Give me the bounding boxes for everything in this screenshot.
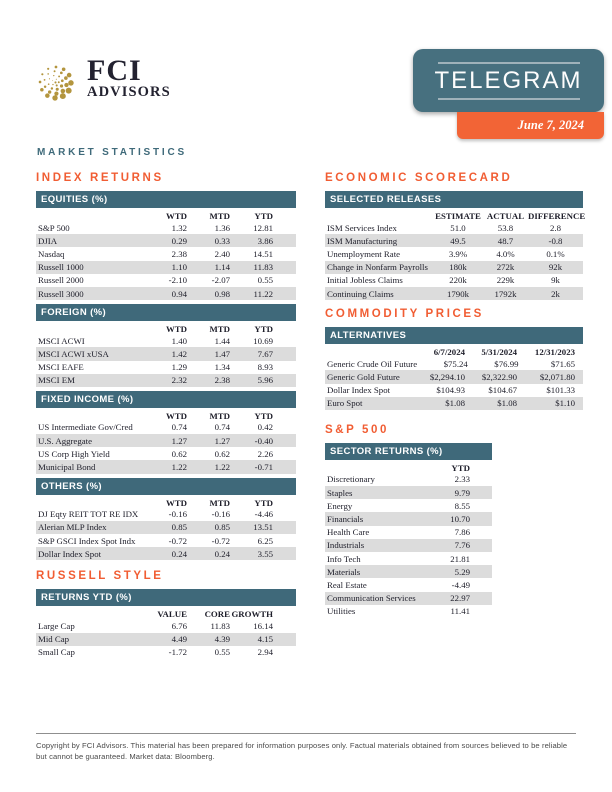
cell-value: 21.81 xyxy=(450,553,470,564)
row-label: Generic Gold Future xyxy=(327,371,400,382)
table-row xyxy=(325,552,492,565)
cell-value: 4.15 xyxy=(257,634,273,645)
cell-value: 2.32 xyxy=(171,375,187,386)
cell-value: -4.46 xyxy=(254,509,273,520)
cell-value: 1.47 xyxy=(214,348,230,359)
cell-value: 7.67 xyxy=(257,348,273,359)
row-label: MSCI EM xyxy=(38,375,75,386)
table-row xyxy=(325,578,492,591)
logo-text-advisors: ADVISORS xyxy=(87,84,171,100)
cell-value: 7.86 xyxy=(454,527,470,538)
table-row xyxy=(36,221,296,234)
cell-value: 3.55 xyxy=(257,548,273,559)
row-label: Generic Crude Oil Future xyxy=(327,358,418,369)
section-heading-index-returns: INDEX RETURNS xyxy=(36,172,164,184)
cell-value: 22.97 xyxy=(450,593,470,604)
cell-value: 1.29 xyxy=(171,362,187,373)
cell-value: 2.38 xyxy=(171,248,187,259)
disclaimer-text: Copyright by FCI Advisors. This material has been prepared for information purposes only. Factual materials obtained from sources believed to be reliable but cannot be guaranteed. Market data: Bloomberg. xyxy=(36,741,568,762)
cell-value: -0.16 xyxy=(168,509,187,520)
row-label: Communication Services xyxy=(327,593,416,604)
table-foreign xyxy=(36,304,296,387)
cell-value: 0.55 xyxy=(257,275,273,286)
column-header: VALUE xyxy=(157,609,187,620)
table-row xyxy=(36,374,296,387)
cell-value: 8.55 xyxy=(454,500,470,511)
cell-value: 0.98 xyxy=(214,288,230,299)
cell-value: 1.44 xyxy=(214,335,230,346)
cell-value: 1790k xyxy=(447,288,469,299)
cell-value: 8.93 xyxy=(257,362,273,373)
cell-value: 1.10 xyxy=(171,262,187,273)
table-body xyxy=(36,606,296,659)
telegram-badge xyxy=(413,49,604,112)
left-column xyxy=(36,172,296,663)
cell-value: 0.1% xyxy=(546,248,565,259)
cell-value: 1.40 xyxy=(171,335,187,346)
cell-value: $2,294.10 xyxy=(429,371,465,382)
row-label: Dollar Index Spot xyxy=(327,385,391,396)
cell-value: $104.93 xyxy=(436,385,465,396)
cell-value: 6.76 xyxy=(171,620,187,631)
table-body xyxy=(325,344,583,410)
row-label: Staples xyxy=(327,487,353,498)
cell-value: $1.08 xyxy=(497,398,517,409)
cell-value: 49.5 xyxy=(450,235,466,246)
cell-value: 2.40 xyxy=(214,248,230,259)
cell-value: -0.40 xyxy=(254,435,273,446)
cell-value: 1792k xyxy=(494,288,517,299)
table-row xyxy=(36,521,296,534)
row-label: MSCI ACWI xUSA xyxy=(38,348,109,359)
cell-value: 0.74 xyxy=(214,422,230,433)
cell-value: $71.65 xyxy=(550,358,576,369)
cell-value: 0.74 xyxy=(171,422,187,433)
column-headers xyxy=(325,344,583,357)
cell-value: 1.34 xyxy=(214,362,230,373)
row-label: US Corp High Yield xyxy=(38,448,110,459)
column-header: WTD xyxy=(165,211,187,221)
table-row xyxy=(325,526,492,539)
row-label: Alerian MLP Index xyxy=(38,522,107,533)
cell-value: 0.62 xyxy=(214,448,230,459)
fci-advisors-logo xyxy=(33,54,171,104)
row-label: Mid Cap xyxy=(38,634,70,645)
column-header: YTD xyxy=(254,410,273,421)
cell-value: 5.96 xyxy=(257,375,273,386)
table-sector-returns xyxy=(325,443,492,618)
row-label: US Intermediate Gov/Cred xyxy=(38,422,133,433)
row-label: U.S. Aggregate xyxy=(38,435,92,446)
row-label: Continuing Claims xyxy=(327,288,394,299)
cell-value: $75.24 xyxy=(443,358,468,369)
table-row xyxy=(36,534,296,547)
row-label: S&P 500 xyxy=(38,222,70,233)
cell-value: 10.70 xyxy=(450,514,470,525)
table-row xyxy=(36,447,296,460)
row-label: Russell 2000 xyxy=(38,275,84,286)
table-row xyxy=(36,460,296,473)
table-selected-releases xyxy=(325,191,586,300)
issue-date: June 7, 2024 xyxy=(517,118,584,132)
column-headers xyxy=(325,460,492,473)
cell-value: $1.10 xyxy=(555,398,575,409)
table-title-bar: FIXED INCOME (%) xyxy=(36,391,296,408)
cell-value: 0.33 xyxy=(214,235,230,246)
table-row xyxy=(36,261,296,274)
column-header: GROWTH xyxy=(231,609,273,620)
cell-value: 1.14 xyxy=(214,262,230,273)
cell-value: 11.83 xyxy=(210,620,230,631)
row-label: Nasdaq xyxy=(38,248,65,259)
column-header: DIFFERENCE xyxy=(528,211,586,221)
table-row xyxy=(36,361,296,374)
table-row xyxy=(325,221,583,234)
column-headers xyxy=(36,321,296,334)
cell-value: $1.08 xyxy=(445,398,465,409)
section-heading-sp500: S&P 500 xyxy=(325,423,390,436)
cell-value: 48.7 xyxy=(497,235,514,246)
column-headers xyxy=(36,606,296,619)
table-row xyxy=(325,261,583,274)
column-header: WTD xyxy=(165,497,187,508)
cell-value: 2.8 xyxy=(550,222,561,233)
section-heading-commodity-prices: COMMODITY PRICES xyxy=(325,308,484,321)
cell-value: 10.69 xyxy=(253,335,273,346)
table-row xyxy=(325,539,492,552)
table-title-bar: ALTERNATIVES xyxy=(325,327,583,344)
table-row xyxy=(36,421,296,434)
column-header: YTD xyxy=(254,497,273,508)
cell-value: 4.0% xyxy=(496,248,515,259)
cell-value: -0.72 xyxy=(211,535,230,546)
telegram-badge-label: TELEGRAM xyxy=(434,66,583,94)
table-row xyxy=(325,247,583,260)
table-row xyxy=(325,592,492,605)
cell-value: $2,071.80 xyxy=(539,371,575,382)
footer xyxy=(36,733,576,763)
cell-value: 220k xyxy=(449,275,467,286)
row-label: Dollar Index Spot xyxy=(38,548,102,559)
row-label: Info Tech xyxy=(327,553,361,564)
column-headers xyxy=(36,495,296,508)
table-title-bar: EQUITIES (%) xyxy=(36,191,296,208)
table-row xyxy=(325,384,583,397)
table-title-bar: RETURNS YTD (%) xyxy=(36,589,296,606)
table-equities xyxy=(36,191,296,300)
row-label: Unemployment Rate xyxy=(327,248,401,259)
cell-value: 2.33 xyxy=(454,474,470,485)
table-row xyxy=(36,646,296,659)
cell-value: 5.29 xyxy=(454,566,470,577)
table-row xyxy=(325,397,583,410)
table-alternatives xyxy=(325,327,583,410)
row-label: Russell 3000 xyxy=(38,288,84,299)
cell-value: 0.94 xyxy=(171,288,187,299)
table-body xyxy=(325,460,492,618)
cell-value: 7.76 xyxy=(454,540,470,551)
cell-value: 0.29 xyxy=(171,235,187,246)
page-title: MARKET STATISTICS xyxy=(37,147,188,158)
row-label: Energy xyxy=(327,500,353,511)
table-title-bar: SECTOR RETURNS (%) xyxy=(325,443,492,460)
column-header: ESTIMATE xyxy=(435,211,481,221)
table-title-bar: OTHERS (%) xyxy=(36,478,296,495)
column-header: 5/31/2024 xyxy=(481,347,517,358)
cell-value: 272k xyxy=(496,262,515,273)
table-title-bar: FOREIGN (%) xyxy=(36,304,296,321)
row-label: DJIA xyxy=(38,235,58,246)
globe-dots-icon xyxy=(33,59,78,104)
row-label: Materials xyxy=(327,566,361,577)
cell-value: 14.51 xyxy=(253,248,273,259)
table-row xyxy=(325,234,583,247)
row-label: MSCI EAFE xyxy=(38,362,84,373)
table-row xyxy=(36,619,296,632)
cell-value: 3.86 xyxy=(257,235,273,246)
cell-value: -0.8 xyxy=(548,235,563,246)
table-row xyxy=(325,357,583,370)
cell-value: 1.36 xyxy=(214,222,230,233)
cell-value: 1.22 xyxy=(214,462,230,473)
cell-value: 16.14 xyxy=(253,620,273,631)
cell-value: -2.07 xyxy=(211,275,230,286)
cell-value: -0.16 xyxy=(211,509,230,520)
row-label: Russell 1000 xyxy=(38,262,84,273)
table-body xyxy=(36,321,296,387)
row-label: Utilities xyxy=(327,606,356,617)
cell-value: 53.8 xyxy=(497,222,514,233)
cell-value: 3.9% xyxy=(448,248,468,259)
row-label: Discretionary xyxy=(327,474,375,485)
cell-value: 4.39 xyxy=(214,634,230,645)
cell-value: 0.85 xyxy=(171,522,187,533)
row-label: Small Cap xyxy=(38,647,75,658)
table-row xyxy=(36,234,296,247)
cell-value: 0.55 xyxy=(214,647,230,658)
table-fixed-income xyxy=(36,391,296,474)
row-label: Municipal Bond xyxy=(38,462,96,473)
row-label: Initial Jobless Claims xyxy=(327,275,403,286)
cell-value: 9k xyxy=(551,275,560,286)
table-body xyxy=(36,495,296,561)
table-row xyxy=(325,605,492,618)
table-row xyxy=(36,508,296,521)
row-label: Industrials xyxy=(327,540,365,551)
table-body xyxy=(36,208,296,300)
table-row xyxy=(36,434,296,447)
cell-value: 0.85 xyxy=(214,522,230,533)
cell-value: 2.94 xyxy=(257,647,273,658)
column-header: MTD xyxy=(209,410,230,421)
cell-value: 12.81 xyxy=(253,222,273,233)
table-row xyxy=(325,274,583,287)
column-header: 6/7/2024 xyxy=(433,347,465,358)
column-headers xyxy=(36,408,296,421)
cell-value: 2.26 xyxy=(257,448,273,459)
cell-value: $76.99 xyxy=(494,358,519,369)
table-russell-returns xyxy=(36,589,296,659)
cell-value: 1.42 xyxy=(171,348,187,359)
row-label: ISM Manufacturing xyxy=(327,235,398,246)
column-header: MTD xyxy=(209,497,230,508)
badge-top-rule xyxy=(438,62,580,64)
table-row xyxy=(325,370,583,383)
column-headers xyxy=(325,208,586,221)
row-label: Euro Spot xyxy=(327,398,363,409)
row-label: S&P GSCI Index Spot Indx xyxy=(38,535,136,546)
column-header: WTD xyxy=(165,324,187,335)
column-header: ACTUAL xyxy=(486,211,525,221)
table-body xyxy=(325,208,586,300)
column-header: YTD xyxy=(254,211,273,221)
badge-bottom-rule xyxy=(438,98,580,100)
cell-value: -1.72 xyxy=(168,647,187,658)
column-header: YTD xyxy=(254,324,273,335)
table-row xyxy=(36,274,296,287)
cell-value: 0.42 xyxy=(257,422,273,433)
cell-value: -0.71 xyxy=(254,462,273,473)
date-ribbon xyxy=(457,112,604,139)
row-label: Real Estate xyxy=(327,579,367,590)
table-row xyxy=(36,347,296,360)
column-header: 12/31/2023 xyxy=(534,347,575,358)
section-heading-russell-style: RUSSELL STYLE xyxy=(36,570,164,583)
column-header: CORE xyxy=(204,609,230,620)
row-label: Change in Nonfarm Payrolls xyxy=(327,262,428,273)
cell-value: -4.49 xyxy=(451,579,470,590)
cell-value: 9.79 xyxy=(454,487,470,498)
cell-value: 2k xyxy=(551,288,560,299)
row-label: Large Cap xyxy=(38,620,75,631)
cell-value: $101.33 xyxy=(546,385,575,396)
table-row xyxy=(36,247,296,260)
column-header: YTD xyxy=(451,462,470,473)
right-column xyxy=(325,172,586,622)
row-label: DJ Eqty REIT TOT RE IDX xyxy=(38,509,139,520)
table-row xyxy=(36,633,296,646)
cell-value: 0.62 xyxy=(171,448,187,459)
table-body xyxy=(36,408,296,474)
table-row xyxy=(325,512,492,525)
cell-value: 4.49 xyxy=(171,634,187,645)
cell-value: 1.22 xyxy=(171,462,187,473)
cell-value: 229k xyxy=(496,275,515,286)
cell-value: 6.25 xyxy=(257,535,273,546)
cell-value: 0.24 xyxy=(171,548,187,559)
column-header: MTD xyxy=(209,324,230,335)
cell-value: 1.27 xyxy=(171,435,187,446)
table-row xyxy=(325,486,492,499)
cell-value: 1.32 xyxy=(171,222,187,233)
cell-value: 92k xyxy=(548,262,563,273)
row-label: Financials xyxy=(327,514,364,525)
row-label: Health Care xyxy=(327,527,370,538)
section-heading-economic-scorecard: ECONOMIC SCORECARD xyxy=(325,172,513,184)
logo-text-fci: FCI xyxy=(87,54,142,87)
cell-value: -0.72 xyxy=(168,535,187,546)
cell-value: $104.67 xyxy=(488,385,517,396)
column-header: MTD xyxy=(209,211,230,221)
cell-value: -2.10 xyxy=(168,275,187,286)
table-others xyxy=(36,478,296,561)
column-headers xyxy=(36,208,296,221)
table-row xyxy=(36,334,296,347)
table-row xyxy=(325,473,492,486)
table-row xyxy=(36,287,296,300)
column-header: WTD xyxy=(165,410,187,421)
table-title-bar: SELECTED RELEASES xyxy=(325,191,583,208)
row-label: MSCI ACWI xyxy=(38,335,85,346)
logo-wordmark xyxy=(87,54,171,100)
cell-value: $2,322.90 xyxy=(481,371,517,382)
table-row xyxy=(325,287,583,300)
cell-value: 11.83 xyxy=(253,262,273,273)
cell-value: 13.51 xyxy=(253,522,273,533)
cell-value: 11.41 xyxy=(450,606,470,617)
cell-value: 1.27 xyxy=(214,435,230,446)
cell-value: 0.24 xyxy=(214,548,230,559)
cell-value: 180k xyxy=(449,262,467,273)
table-row xyxy=(325,499,492,512)
cell-value: 51.0 xyxy=(450,222,466,233)
cell-value: 11.22 xyxy=(253,288,273,299)
table-row xyxy=(36,547,296,560)
row-label: ISM Services Index xyxy=(327,222,397,233)
table-row xyxy=(325,565,492,578)
cell-value: 2.38 xyxy=(214,375,230,386)
